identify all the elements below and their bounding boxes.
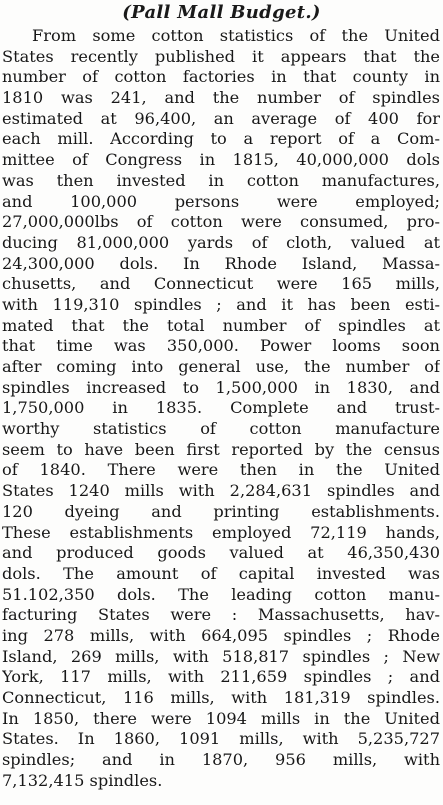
text-line: number of cotton factories in that county in (2, 67, 440, 87)
text-line: 1810 was 241, and the number of spindles (2, 88, 440, 108)
text-line: spindles increased to 1,500,000 in 1830, and (2, 377, 440, 397)
article-body (2, 26, 440, 791)
text-line: and 100,000 persons were employed; (2, 191, 440, 211)
text-line: 120 dyeing and printing establishments. (2, 501, 440, 521)
text-line: Island, 269 mills, with 518,817 spindles ; New (2, 646, 440, 666)
text-line: of 1840. There were then in the United (2, 460, 440, 480)
text-line: Connecticut, 116 mills, with 181,319 spindles. (2, 688, 440, 707)
text-line: States recently published it appears that the (2, 46, 440, 66)
text-line: York, 117 mills, with 211,659 spindles ; and (2, 667, 440, 687)
text-line: mated that the total number of spindles at (2, 315, 440, 335)
text-line: 7,132,415 spindles. (2, 770, 163, 790)
text-line: worthy statistics of cotton manufacture (2, 419, 440, 439)
text-line: that time was 350,000. Power looms soon (2, 336, 440, 356)
text-line: States 1240 mills with 2,284,631 spindles and (2, 481, 440, 501)
text-line: was then invested in cotton manufactures, (2, 170, 440, 190)
text-line: These establishments employed 72,119 hands, (2, 522, 440, 542)
text-line: with 119,310 spindles ; and it has been esti- (2, 294, 440, 314)
text-line: spindles; and in 1870, 956 mills, with (2, 750, 440, 770)
text-line: estimated at 96,400, an average of 400 for (2, 108, 440, 128)
text-line: ducing 81,000,000 yards of cloth, valued at (2, 232, 440, 252)
text-line: chusetts, and Connecticut were 165 mills, (2, 274, 440, 294)
source-heading: (Pall Mall Budget.) (122, 2, 321, 23)
text-line: 27,000,000lbs of cotton were consumed, pro- (2, 212, 440, 232)
text-line: 51.102,350 dols. The leading cotton manu- (2, 584, 440, 604)
text-line: ing 278 mills, with 664,095 spindles ; Rhode (2, 625, 440, 645)
text-line: mittee of Congress in 1815, 40,000,000 dols (2, 150, 440, 170)
text-line: and produced goods valued at 46,350,430 (2, 543, 440, 563)
text-line: From some cotton statistics of the United (32, 26, 440, 45)
text-line: after coming into general use, the number of (2, 357, 440, 376)
text-line: dols. The amount of capital invested was (2, 563, 440, 583)
text-line: facturing States were : Massachusetts, hav- (2, 605, 440, 625)
text-line: In 1850, there were 1094 mills in the United (2, 708, 440, 728)
text-line: 24,300,000 dols. In Rhode Island, Massa- (2, 253, 440, 273)
text-line: each mill. According to a report of a Com- (2, 129, 440, 149)
text-line: 1,750,000 in 1835. Complete and trust- (2, 398, 440, 418)
text-line: seem to have been first reported by the census (2, 439, 440, 459)
text-line: States. In 1860, 1091 mills, with 5,235,727 (2, 729, 440, 749)
